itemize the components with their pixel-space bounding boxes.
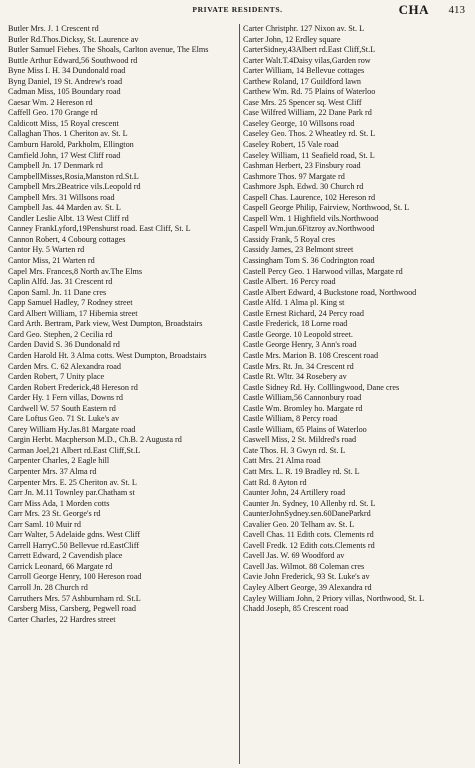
directory-entry: Case Mrs. 25 Spencer sq. West Cliff [243, 97, 362, 107]
directory-entry: Cashman Herbert, 23 Finsbury road [243, 161, 361, 171]
directory-entry: Castle Mrs. Rt. Jn. 34 Crescent rd [243, 361, 354, 371]
directory-entry: Carrett Edward, 2 Cavendish place [8, 551, 123, 561]
directory-entry: Castle George. 10 Leopold street. [243, 329, 353, 339]
directory-entry: CarterSidney,43Albert rd.East Cliff,St.L [243, 45, 376, 55]
directory-entry: Cashmore Thos. 97 Margate rd [243, 171, 345, 181]
directory-entry: Carr Mrs. 23 St. George's rd [8, 509, 101, 519]
directory-entry: Capon Saml. Jn. 11 Dane cres [8, 287, 107, 297]
directory-entry: Castle Frederick, 18 Lorne road [243, 319, 348, 329]
directory-entry: Caspell Wm. 1 Highfield vils.Northwood [243, 213, 379, 223]
directory-entry: CampbellMisses,Rosia,Manston rd.St.L [8, 171, 139, 181]
left-column [8, 24, 239, 764]
section-key: CHA [398, 2, 429, 17]
directory-entry: Cayley Albert George, 39 Alexandra rd [243, 582, 372, 592]
directory-entry: Carey William Hy.Jas.81 Margate road [8, 424, 136, 434]
directory-entry: Caseley George, 10 Willsons road [243, 118, 355, 128]
directory-entry: Castle Ernest Richard, 24 Percy road [243, 308, 364, 318]
directory-entry: Caswell Miss, 2 St. Mildred's road [243, 435, 357, 445]
directory-entry: Carden Robert, 7 Unity place [8, 372, 105, 382]
directory-entry: Castle Alfd. 1 Alma pl. King st [243, 298, 345, 308]
directory-entry: Caspell Chas. Laurence, 102 Hereson rd [243, 192, 376, 202]
page-number: 413 [448, 4, 465, 16]
directory-entry: Carter William, 14 Bellevue cottages [243, 66, 365, 76]
directory-entry: Carrell HarryC.50 Bellevue rd.EastCliff [8, 540, 140, 550]
directory-entry: Caspell George Philip, Fairview, Northwood, St. L [243, 203, 410, 213]
directory-entry: Cavell Fredk. 12 Edith cots.Clements rd [243, 540, 375, 550]
directory-entry: Cayley William John, 2 Priory villas, Northwood, St. L [243, 593, 424, 603]
directory-entry: Candler Leslie Albt. 13 West Cliff rd [8, 213, 129, 223]
directory-entry: Carrick Leonard, 66 Margate rd [8, 561, 113, 571]
directory-entry: Caseley William, 11 Seafield road, St. L [243, 150, 375, 160]
directory-entry: Castle Rt. Wltr. 34 Rosebery av [243, 372, 347, 382]
directory-entry: Castle William,56 Cannonbury road [243, 393, 362, 403]
directory-entry: Carden David S. 36 Dundonald rd [8, 340, 120, 350]
directory-entry: Carr Walter, 5 Adelaide gdns. West Cliff [8, 530, 141, 540]
directory-entry: Caspell Wm.jun.6Fitzroy av.Northwood [243, 224, 375, 234]
directory-entry: Carsberg Miss, Carsberg, Pegwell road [8, 604, 136, 614]
right-column [239, 24, 470, 764]
directory-entry: Card Geo. Stephen, 2 Cecilia rd [8, 329, 113, 339]
directory-entry: Carr Miss Ada, 1 Morden cotts [8, 498, 110, 508]
directory-entry: Cavie John Frederick, 93 St. Luke's av [243, 572, 370, 582]
directory-entry: Carden Robert Frederick,48 Hereson rd [8, 382, 138, 392]
directory-entry: Carthew Wm. Rd. 75 Plains of Waterloo [243, 87, 376, 97]
directory-entry: Castle Albert. 16 Percy road [243, 277, 336, 287]
directory-entry: Carder Hy. 1 Fern villas, Downs rd [8, 393, 123, 403]
directory-entry: Castle William, 65 Plains of Waterloo [243, 424, 367, 434]
directory-entry: Cavell Jas. Wilmot. 88 Coleman cres [243, 561, 365, 571]
directory-entry: Caunter Jn. Sydney, 10 Allenby rd. St. L [243, 498, 376, 508]
directory-entry: Carpenter Charles, 2 Eagle hill [8, 456, 110, 466]
directory-entry: Caseley Robert, 15 Vale road [243, 140, 339, 150]
directory-entry: Case Wilfred William, 22 Dane Park rd [243, 108, 372, 118]
directory-entry: Byng Daniel, 19 St. Andrew's road [8, 76, 123, 86]
directory-entry: Card Arth. Bertram, Park view, West Dumpton, Broadstairs [8, 319, 203, 329]
directory-entry: Carthew Roland, 17 Guildford lawn [243, 76, 362, 86]
directory-entry: Carter Walt.T.4Daisy vilas,Garden row [243, 55, 371, 65]
directory-entry: Caplin Alfd. Jas. 31 Crescent rd [8, 277, 113, 287]
directory-entry: Carruthers Mrs. 57 Ashburnham rd. St.L [8, 593, 141, 603]
directory-entry: Carr Jn. M.11 Townley par.Chatham st [8, 488, 135, 498]
directory-entry: Castle Mrs. Marion B. 108 Crescent road [243, 350, 379, 360]
directory-entry: Callaghan Thos. 1 Cheriton av. St. L [8, 129, 128, 139]
directory-entry: Carter Charles, 22 Hardres street [8, 614, 116, 624]
directory-entry: Castle William, 8 Percy road [243, 414, 338, 424]
directory-entry: Card Albert William, 17 Hibernia street [8, 308, 138, 318]
directory-entry: Campbell Jn. 17 Denmark rd [8, 161, 103, 171]
directory-entry: Carpenter Mrs. 37 Alma rd [8, 466, 97, 476]
directory-entry: Campbell Jas. 44 Marden av. St. L [8, 203, 121, 213]
directory-entry: Carden Mrs. C. 62 Alexandra road [8, 361, 122, 371]
directory-entry: Carter John, 12 Erdley square [243, 34, 341, 44]
directory-entry: Care Loftus Geo. 71 St. Luke's av [8, 414, 120, 424]
directory-entry: Capel Mrs. Frances,8 North av.The Elms [8, 266, 143, 276]
running-head-title: PRIVATE RESIDENTS. [192, 5, 283, 14]
directory-entry: Carroll George Henry, 100 Hereson road [8, 572, 142, 582]
directory-entry: Castle Albert Edward, 4 Buckstone road, Northwood [243, 287, 417, 297]
directory-entry: Castle Sidney Rd. Hy. Colllingwood, Dane cres [243, 382, 400, 392]
directory-entry: Buttle Arthur Edward,56 Southwood rd [8, 55, 138, 65]
directory-entry: Castle Wm. Bromley ho. Margate rd [243, 403, 363, 413]
directory-entry: Cardwell W. 57 South Eastern rd [8, 403, 116, 413]
directory-entry: Butler Mrs. J. 1 Crescent rd [8, 24, 99, 33]
directory-entry: Carden Harold Ht. 3 Alma cotts. West Dumpton, Broadstairs [8, 350, 207, 360]
directory-entry: Carr Saml. 10 Muir rd [8, 519, 81, 529]
directory-entry: Cadman Miss, 105 Boundary road [8, 87, 121, 97]
directory-entry: Caseley Geo. Thos. 2 Wheatley rd. St. L [243, 129, 376, 139]
directory-entry: Campbell Mrs.2Beatrice vils.Leopold rd [8, 182, 141, 192]
directory-entry: Caunter John, 24 Artillery road [243, 488, 346, 498]
directory-entry: Catt Mrs. 21 Alma road [243, 456, 321, 466]
directory-entry: Capp Samuel Hadley, 7 Rodney street [8, 298, 133, 308]
directory-entry: Cassingham Tom S. 36 Codrington road [243, 256, 375, 266]
directory-entry: Caesar Wm. 2 Hereson rd [8, 97, 93, 107]
directory-entry: CaunterJohnSydney.sen.60DaneParkrd [243, 509, 371, 519]
directory-entry: Cavalier Geo. 20 Telham av. St. L [243, 519, 355, 529]
directory-entry: Cavell Chas. 11 Edith cots. Clements rd [243, 530, 374, 540]
directory-entry: Chadd Joseph, 85 Crescent road [243, 604, 349, 614]
directory-entry: Castle George Henry, 3 Ann's road [243, 340, 357, 350]
directory-entry: Carpenter Mrs. E. 25 Cheriton av. St. L [8, 477, 137, 487]
directory-columns [8, 24, 470, 764]
directory-entry: Camburn Harold, Parkholm, Ellington [8, 140, 134, 150]
directory-entry: Cashmore Jsph. Edwd. 30 Church rd [243, 182, 364, 192]
directory-entry: Cassidy James, 23 Belmont street [243, 245, 354, 255]
directory-entry: Cassidy Frank, 5 Royal cres [243, 234, 336, 244]
directory-entry: Catt Rd. 8 Ayton rd [243, 477, 307, 487]
page-header [10, 2, 465, 19]
directory-entry: Campbell Mrs. 31 Willsons road [8, 192, 115, 202]
directory-entry: Butler Rd.Thos.Dicksy, St. Laurence av [8, 34, 139, 44]
directory-entry: Cantor Hy. 5 Warten rd [8, 245, 85, 255]
directory-entry: Carman Joel,21 Albert rd.East Cliff,St.L [8, 445, 141, 455]
directory-entry: Catt Mrs. L. R. 19 Bradley rd. St. L [243, 466, 360, 476]
directory-entry: Butler Samuel Fiebes. The Shoals, Carlton avenue, The Elms [8, 45, 209, 55]
directory-entry: Canney FrankLyford,19Penshurst road. East Cliff, St. L [8, 224, 191, 234]
directory-entry: Castell Percy Geo. 1 Harwood villas, Margate rd [243, 266, 403, 276]
directory-entry: Cantor Miss, 21 Warten rd [8, 256, 95, 266]
directory-entry: Camfield John, 17 West Cliff road [8, 150, 121, 160]
directory-entry: Carroll Jn. 28 Church rd [8, 582, 88, 592]
directory-entry: Cargin Herbt. Macpherson M.D., Ch.B. 2 Augusta rd [8, 435, 182, 445]
directory-entry: Cannon Robert, 4 Cobourg cottages [8, 234, 126, 244]
directory-entry: Byne Miss I. H. 34 Dundonald road [8, 66, 126, 76]
directory-entry: Carter Christphr. 127 Nixon av. St. L [243, 24, 365, 33]
directory-entry: Cate Thos. H. 3 Gwyn rd. St. L [243, 445, 346, 455]
directory-entry: Caldicott Miss, 15 Royal crescent [8, 118, 119, 128]
directory-entry: Cavell Jas. W. 69 Woodford av [243, 551, 345, 561]
directory-entry: Caffell Geo. 170 Grange rd [8, 108, 98, 118]
